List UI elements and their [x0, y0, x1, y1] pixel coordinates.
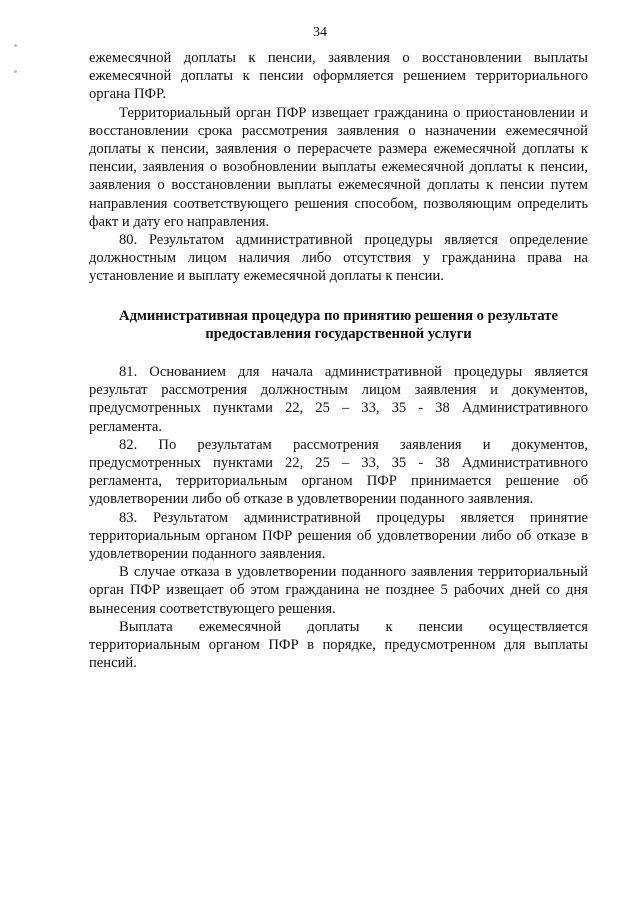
section-heading-line-2: предоставления государственной услуги — [205, 325, 472, 342]
document-body — [89, 49, 588, 673]
paragraph-82: 82. По результатам рассмотрения заявления и документов, предусмотренных пунктами 22, 25 – 33, 35 - 38 Административного регламента, территориальным органом ПФР принимается решение об удовлетворении либо об отказе в удовлетворении поданного заявления. — [89, 436, 588, 508]
paragraph-81: 81. Основанием для начала административной процедуры является результат рассмотрения должностным лицом заявления и документов, предусмотренных пунктами 22, 25 – 33, 35 - 38 Административного регламента. — [89, 364, 588, 435]
paragraph-continuation: ежемесячной доплаты к пенсии, заявления о восстановлении выплаты ежемесячной доплаты к пенсии оформляется решением территориального органа ПФР. — [89, 50, 588, 103]
paragraph-refusal: В случае отказа в удовлетворении поданного заявления территориальный орган ПФР извещает об этом гражданина не позднее 5 рабочих дней со дня вынесения соответствующего решения. — [89, 564, 588, 617]
section-heading — [89, 307, 588, 343]
paragraph-notification: Территориальный орган ПФР извещает гражданина о приостановлении и восстановлении срока рассмотрения заявления о назначении ежемесячной доплаты к пенсии, заявления о перерасчете размера ежемесячной доплаты к пенсии, заявления о возобновлении выплаты ежемесячной доплаты к пенсии, заявления о восстановлении выплаты ежемесячной доплаты к пенсии путем направления соответствующего решения способом, позволяющим определить факт и дату его направления. — [89, 104, 588, 230]
paragraph-80: 80. Результатом административной процедуры является определение должностным лицом наличия либо отсутствия у гражданина права на установление и выплату ежемесячной доплаты к пенсии. — [89, 232, 588, 285]
paragraph-payment: Выплата ежемесячной доплаты к пенсии осуществляется территориальным органом ПФР в порядке, предусмотренном для выплаты пенсий. — [89, 618, 588, 672]
scan-speck — [14, 70, 17, 73]
paragraph-83: 83. Результатом административной процедуры является принятие территориальным органом ПФР решения об удовлетворении либо об отказе в удовлетворении поданного заявления. — [89, 509, 588, 563]
page-number: 34 — [313, 25, 327, 40]
section-heading-line-1: Административная процедура по принятию решения о результате — [119, 307, 558, 324]
scan-speck — [14, 44, 17, 47]
